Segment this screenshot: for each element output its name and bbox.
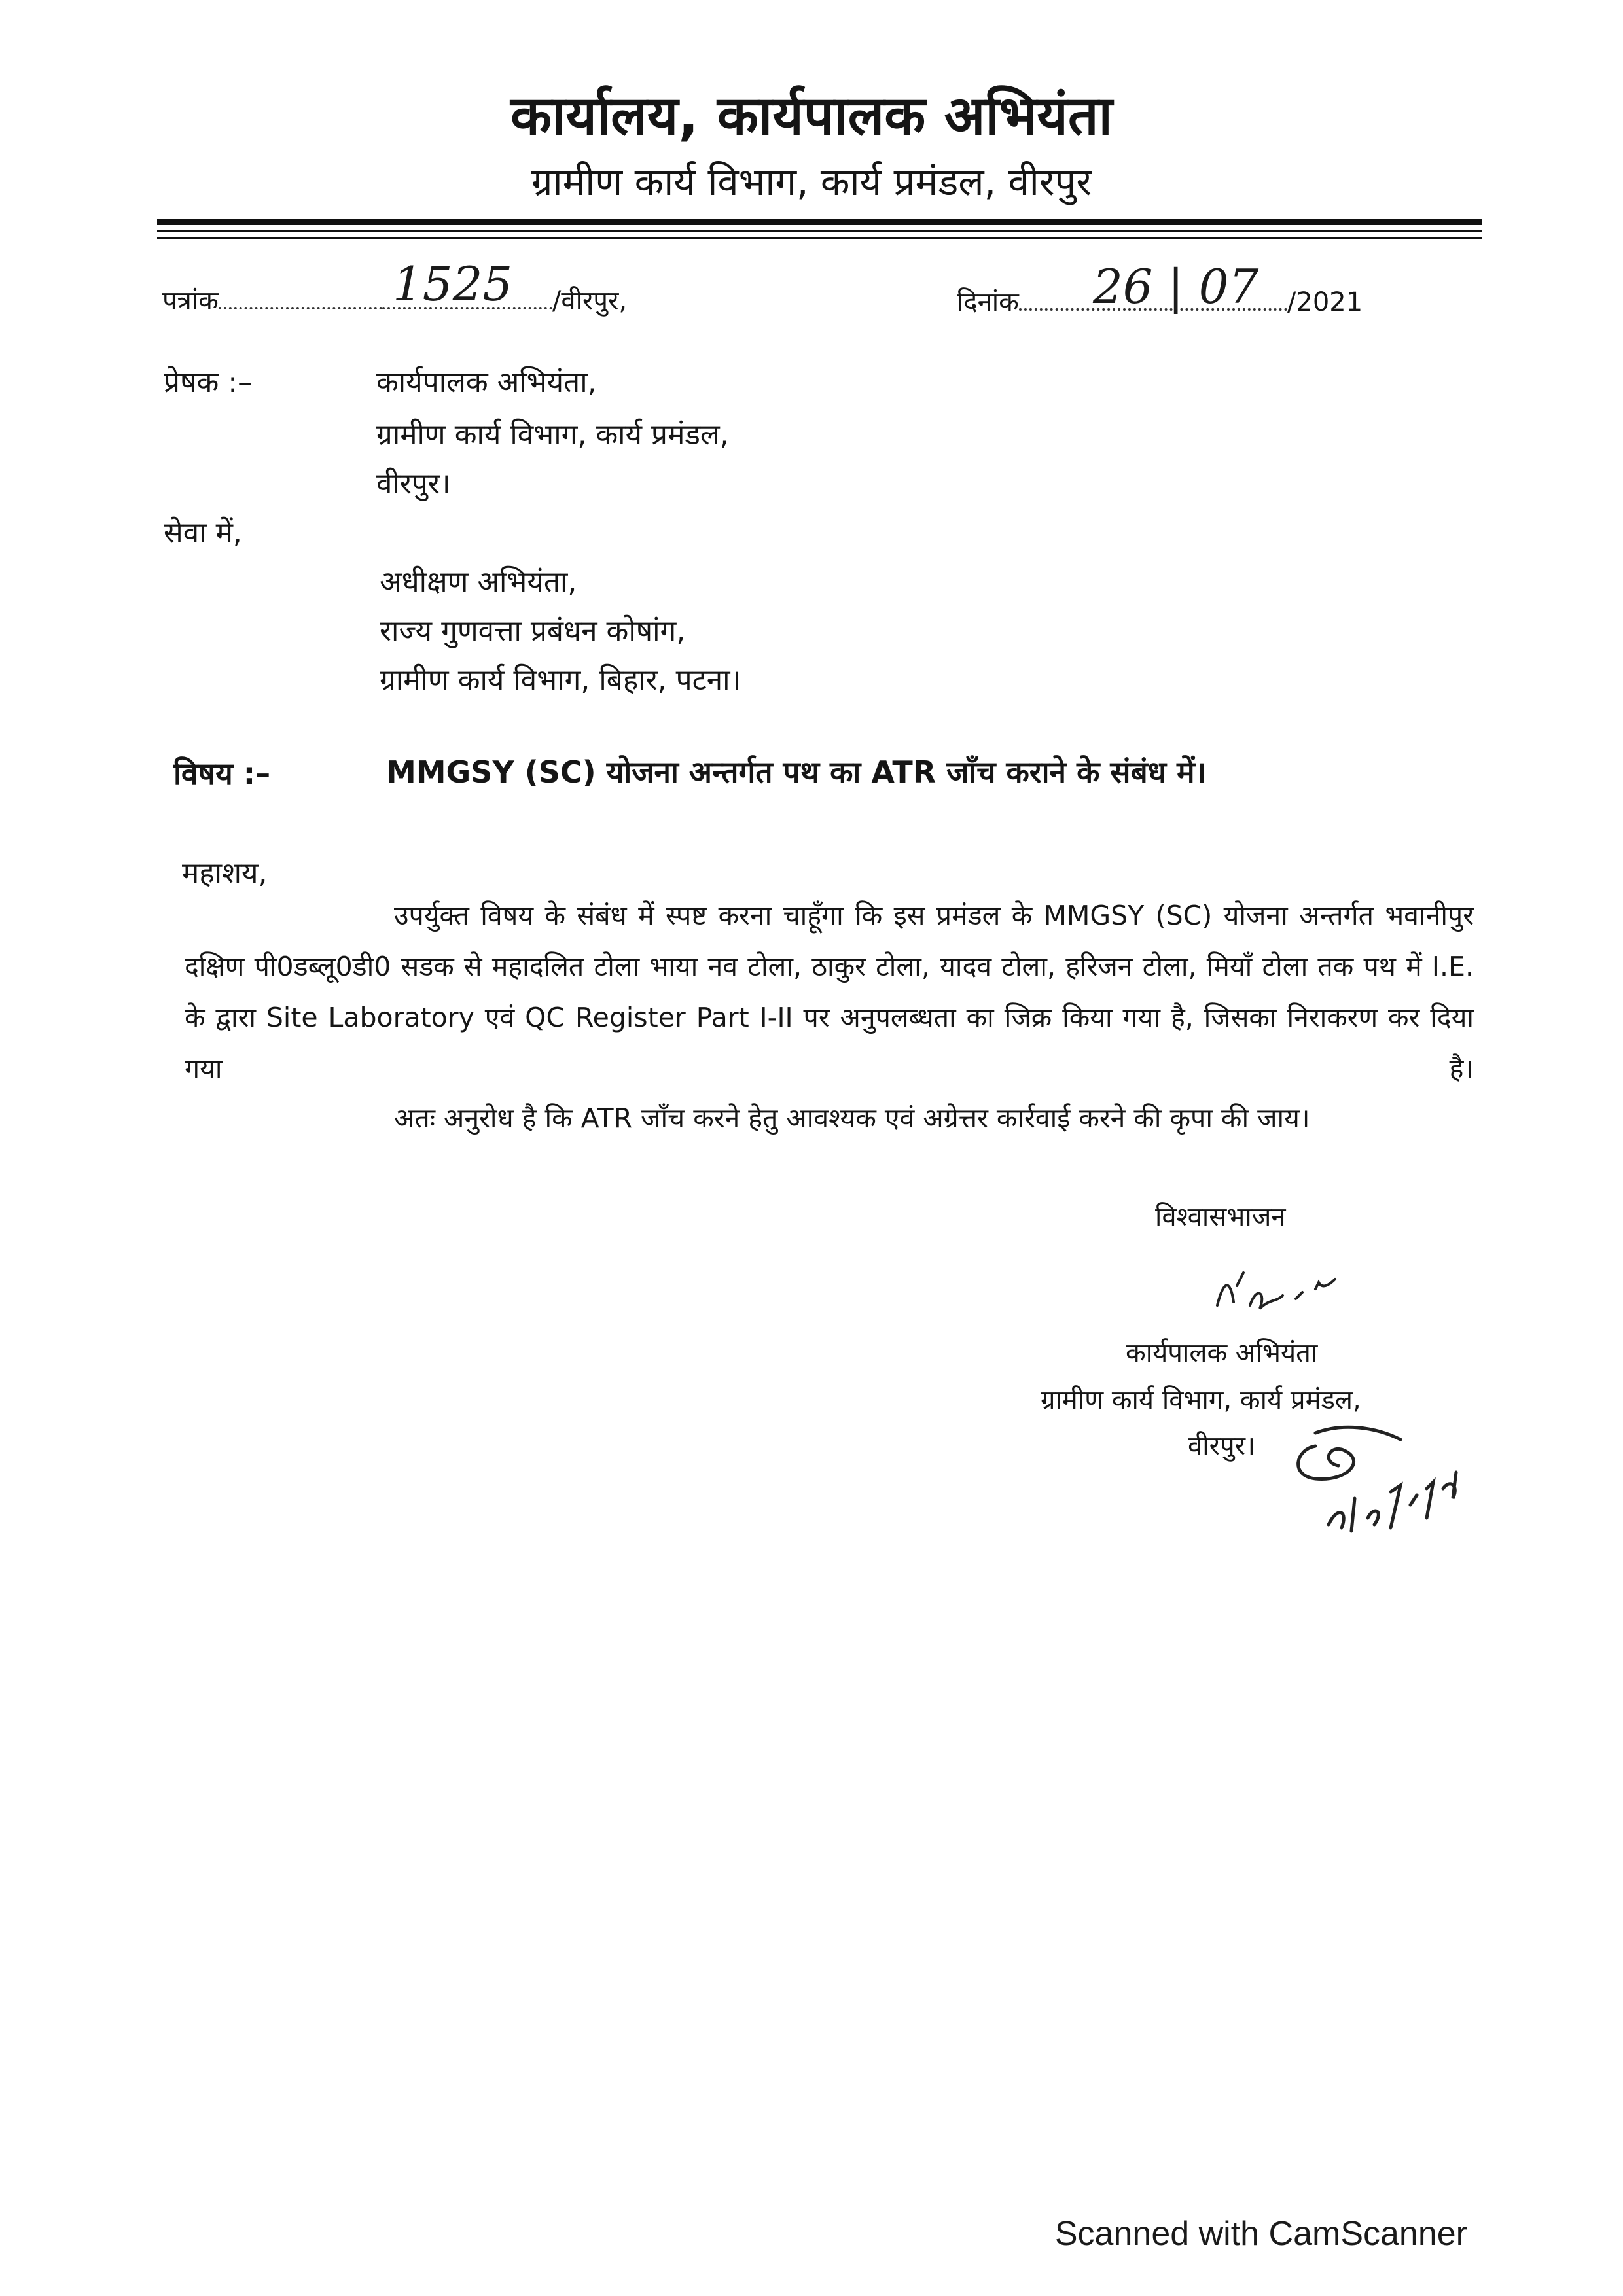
scanner-watermark: Scanned with CamScanner <box>1054 2215 1467 2253</box>
salutation: महाशय, <box>182 857 268 890</box>
place-suffix: /वीरपुर, <box>552 286 628 316</box>
dotted-line <box>219 300 382 309</box>
signatory-place: वीरपुर। <box>1188 1431 1256 1461</box>
subject-label: विषय :– <box>173 756 271 791</box>
patrank-label: पत्रांक <box>162 286 219 316</box>
valediction: विश्वासभाजन <box>1155 1202 1286 1232</box>
body-paragraph-1: उपर्युक्त विषय के संबंध में स्पष्ट करना चाहूँगा कि इस प्रमंडल के MMGSY (SC) योजना अन्तर्गत भवानीपुर दक्षिण पी0डब्लू0डी0 सडक से महादलित टोला भाया नव टोला, ठाकुर टोला, यादव टोला, हरिजन टोला, मियाँ टोला तक पथ में I.E. के द्वारा Site Laboratory एवं QC Register Part I-II पर अनुपलब्धता का जिक्र किया गया है, जिसका निराकरण कर दिया गया है। <box>185 900 1474 1084</box>
letterhead-rule-thin-2 <box>157 237 1482 239</box>
initials-scribble <box>1204 1266 1368 1325</box>
recipient-line: राज्य गुणवत्ता प्रबंधन कोषांग, <box>380 614 686 648</box>
sender-line: ग्रामीण कार्य विभाग, कार्य प्रमंडल, <box>376 418 729 451</box>
subject-text: MMGSY (SC) योजना अन्तर्गत पथ का ATR जाँच कराने के संबंध में। <box>386 754 1207 790</box>
recipient-line: अधीक्षण अभियंता, <box>380 565 577 599</box>
handwritten-letter-number: 1525 <box>393 256 513 311</box>
sender-line: कार्यपालक अभियंता, <box>376 366 597 399</box>
recipient-line: ग्रामीण कार्य विभाग, बिहार, पटना। <box>380 663 741 697</box>
recipient-label: सेवा में, <box>164 516 242 550</box>
signature-scribble <box>1276 1413 1492 1544</box>
signatory-designation: कार्यपालक अभियंता <box>1126 1338 1318 1368</box>
letterhead-rule-thick <box>157 219 1482 225</box>
letterhead-title: कार्यालय, कार्यपालक अभियंता <box>510 85 1113 147</box>
signatory-department: ग्रामीण कार्य विभाग, कार्य प्रमंडल, <box>1041 1385 1361 1415</box>
body-paragraph-2: अतः अनुरोध है कि ATR जाँच करने हेतु आवश्यक एवं अग्रेत्तर कार्रवाई करने की कृपा की जाय। <box>394 1103 1310 1134</box>
year-suffix: /2021 <box>1287 287 1363 317</box>
letterhead-rule-thin-1 <box>157 230 1482 232</box>
sender-label: प्रेषक :– <box>164 366 253 399</box>
dinank-label: दिनांक <box>957 287 1019 317</box>
letterhead-subtitle: ग्रामीण कार्य विभाग, कार्य प्रमंडल, वीरपुर <box>531 160 1092 204</box>
sender-line: वीरपुर। <box>376 467 451 501</box>
handwritten-date: 26 | 07 <box>1093 259 1259 314</box>
